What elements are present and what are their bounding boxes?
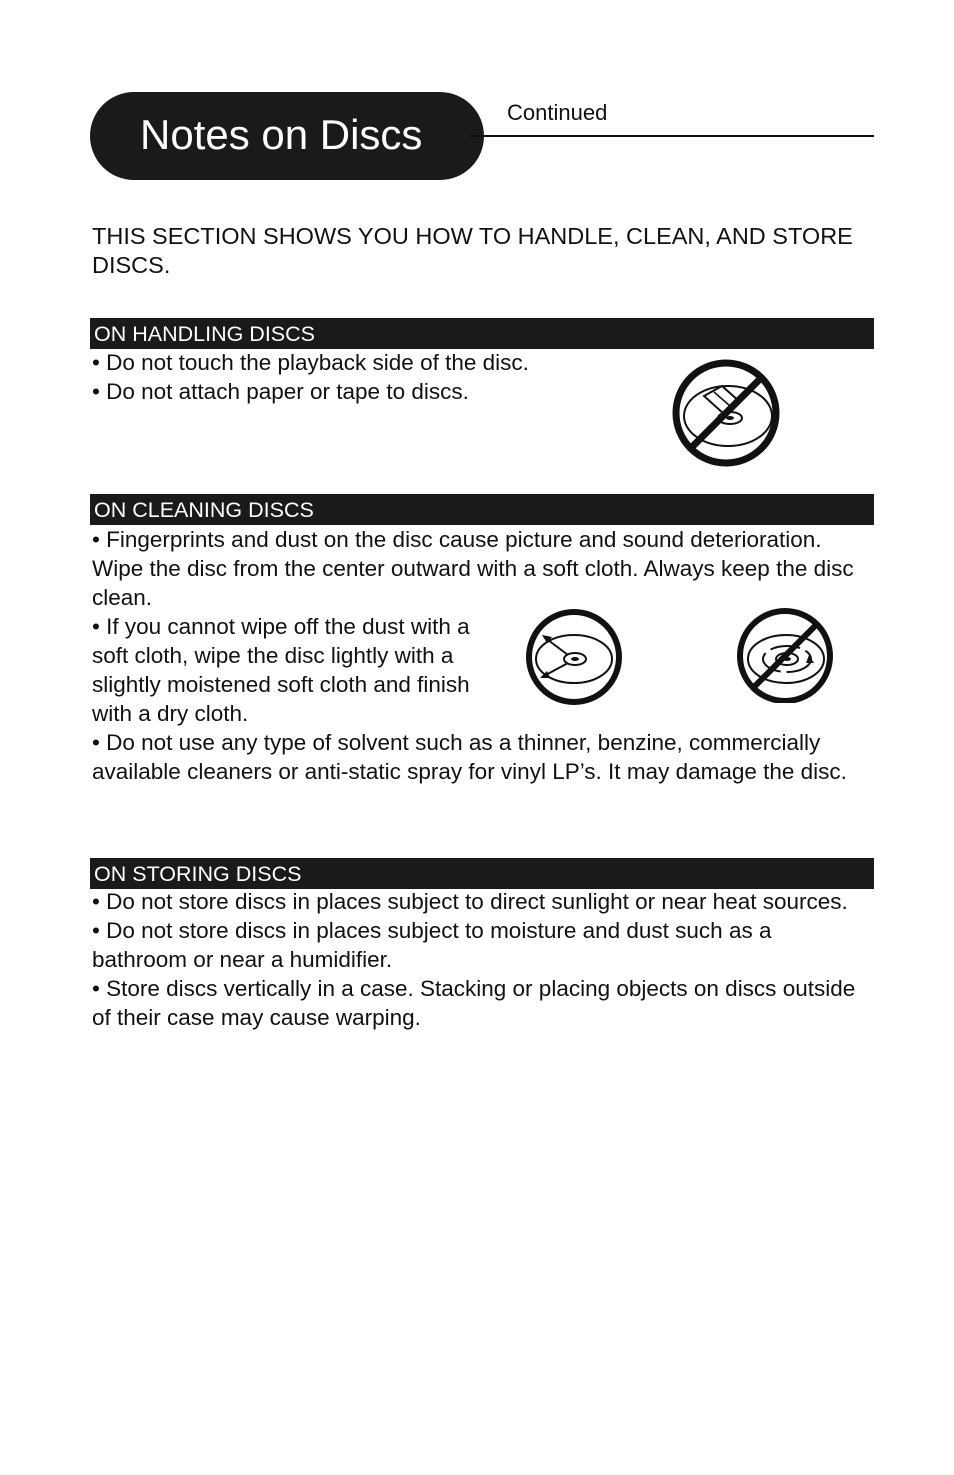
no-tape-on-disc-icon [670,358,782,468]
paragraph: • Do not use any type of solvent such as a thinner, benzine, commercially available cleaners or anti-static spray for vinyl LP’s. It may damage the disc. [92,730,847,784]
paragraph: • If you cannot wipe off the dust with a soft cloth, wipe the disc lightly with a slightly moistened soft cloth and finish with a dry cloth. [92,614,470,726]
cleaning-paragraph-2 [92,612,492,728]
storing-list [92,887,862,1032]
handling-list [92,348,652,406]
section-heading-storing [90,858,874,889]
wipe-center-outward-icon [520,605,628,705]
continued-label: Continued [507,100,608,125]
list-item: • Do not attach paper or tape to discs. [92,379,469,404]
paragraph: • Fingerprints and dust on the disc cause picture and sound deterioration. Wipe the disc from the center outward with a soft cloth. Always keep the disc clean. [92,527,854,610]
page-title: Notes on Discs [140,111,423,158]
section-heading-label: ON STORING DISCS [94,862,302,886]
list-item: • Store discs vertically in a case. Stacking or placing objects on discs outside of their case may cause warping. [92,976,856,1030]
title-rule [470,135,874,137]
section-heading-handling [90,318,874,349]
no-circular-wipe-icon [732,603,838,703]
cleaning-paragraph-3 [92,728,852,786]
list-item: • Do not store discs in places subject to moisture and dust such as a bathroom or near a humidifier. [92,918,772,972]
intro-text: THIS SECTION SHOWS YOU HOW TO HANDLE, CLEAN, AND STORE DISCS. [92,223,853,278]
list-item: • Do not touch the playback side of the disc. [92,350,529,375]
section-heading-label: ON HANDLING DISCS [94,322,316,346]
section-heading-cleaning [90,494,874,525]
section-heading-label: ON CLEANING DISCS [94,498,314,522]
cleaning-paragraph-1 [92,525,862,612]
list-item: • Do not store discs in places subject to direct sunlight or near heat sources. [92,889,848,914]
